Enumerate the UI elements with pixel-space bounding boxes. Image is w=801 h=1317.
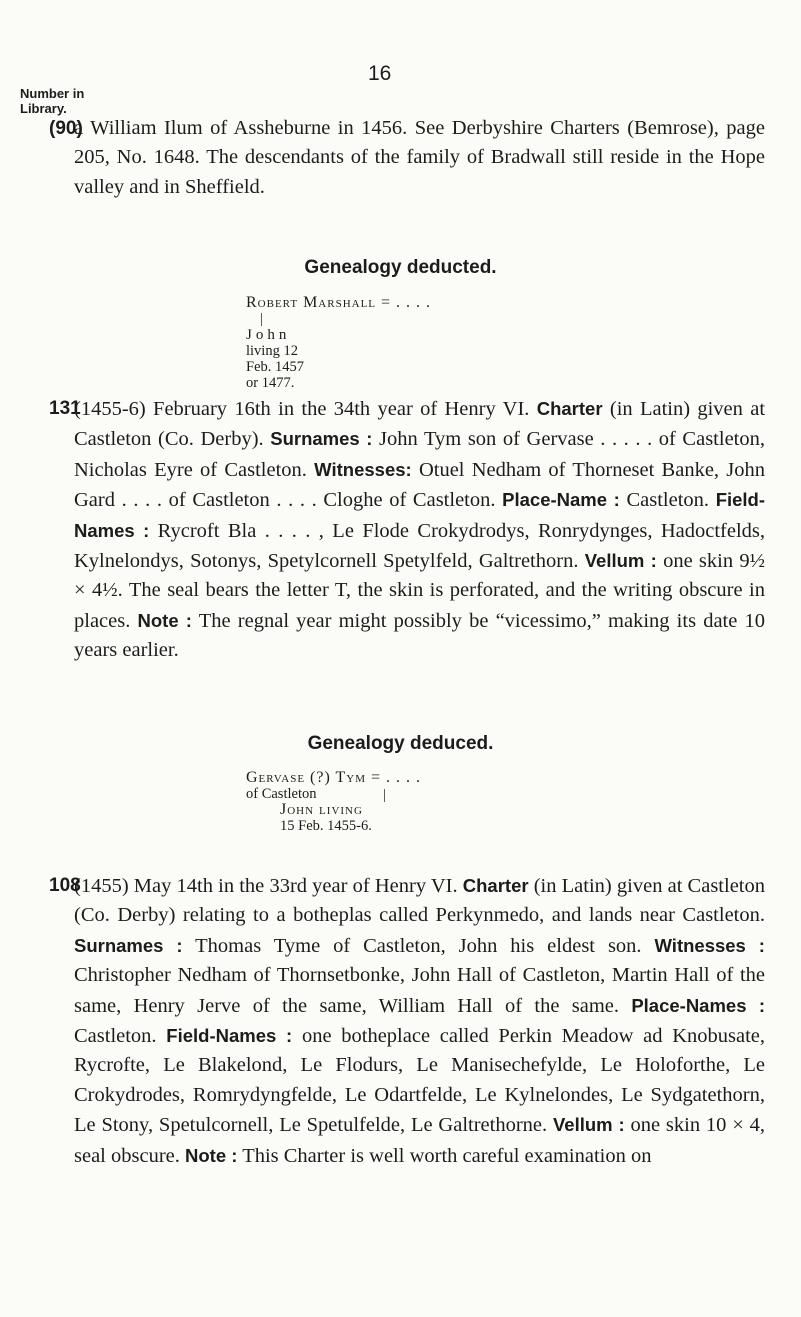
witnesses-text: Christopher Nedham of Thornsetbonke, John Hall of Castleton, Martin Hall of the same, Henry Jerve of the same, William Hall of the same. xyxy=(74,964,765,1017)
genealogy-note-1: living 12 xyxy=(246,343,298,359)
place-names-label: Place-Names : xyxy=(631,994,765,1016)
entry-number: 131 xyxy=(49,398,81,419)
genealogy-title: Genealogy deducted. xyxy=(304,257,497,278)
surnames-text: Thomas Tyme of Castleton, John his eldest son. xyxy=(195,934,642,957)
entry-date: (1455) May 14th in the 33rd year of Henry VI. xyxy=(74,875,458,897)
genealogy-title: Genealogy deduced. xyxy=(307,733,494,754)
place-names-text: Castleton. xyxy=(74,1025,157,1048)
entry-131 xyxy=(49,394,765,666)
genealogy-parent-place: of Castleton xyxy=(246,786,317,802)
witnesses-text: Otuel Nedham of Thorneset Banke, John Gard . . . . of Castleton . . . . Cloghe of Castleton. xyxy=(74,458,766,512)
entry-108 xyxy=(49,871,765,1171)
genealogy-parent: Gervase (?) Tym = . . . . xyxy=(246,769,422,786)
note-label: Note : xyxy=(185,1144,238,1166)
charter-text: (in Latin) given at Castleton (Co. Derby) relating to a botheplas called Perkynmedo, and lands near Castleton. xyxy=(74,875,765,927)
margin-header-line-1: Number in xyxy=(20,86,85,101)
note-label: Note : xyxy=(137,609,192,631)
genealogy-note-2: Feb. 1457 xyxy=(246,359,304,375)
genealogy-descent-line: | xyxy=(260,311,263,327)
place-name-text: Castleton. xyxy=(626,489,710,512)
genealogy-child: John living xyxy=(280,801,363,818)
witnesses-label: Witnesses: xyxy=(314,458,412,480)
place-name-label: Place-Name : xyxy=(502,489,620,511)
entry-date: (1455-6) February 16th in the 34th year of Henry VI. xyxy=(74,398,530,420)
entry-number: 108 xyxy=(49,875,81,896)
vellum-label: Vellum : xyxy=(584,550,657,572)
field-names-label: Field-Names : xyxy=(74,489,766,541)
surnames-label: Surnames : xyxy=(74,934,183,956)
margin-header-line-2: Library. xyxy=(20,101,67,116)
field-names-text: one botheplace called Perkin Meadow ad Knobusate, Rycrofte, Le Blakelond, Le Flodurs, Le Manisechefylde, Le Holoforthe, Le Crokydrodes, Romrydyngfelde, Le Odartfelde, Le Kylnelondes, Le Sydgatethorn, Le Stony, Spetulcornell, Le Spetulfelde, Le Galtrethorne. xyxy=(74,1025,766,1137)
entry-text: a William Ilum of Assheburne in 1456. See Derbyshire Charters (Bemrose), page 205, No. 1648. The descendants of the family of Bradwall still reside in the Hope valley and in Sheffield. xyxy=(74,117,765,198)
margin-header xyxy=(20,86,84,116)
genealogy-note-3: or 1477. xyxy=(246,375,295,391)
note-text: The regnal year might possibly be “vicessimo,” making its date 10 years earlier. xyxy=(74,609,766,662)
field-names-label: Field-Names : xyxy=(166,1025,293,1047)
genealogy-parent: Robert Marshall = . . . . xyxy=(246,294,432,311)
entry-text xyxy=(74,394,765,666)
entry-text xyxy=(74,871,765,1171)
charter-text: (in Latin) given at Castleton (Co. Derby). xyxy=(74,398,766,451)
genealogy-1 xyxy=(246,295,431,391)
vellum-text: one skin 9½ × 4½. The seal bears the letter T, the skin is perforated, and the writing obscure in places. xyxy=(74,550,765,632)
surnames-label: Surnames : xyxy=(270,428,373,450)
vellum-text: one skin 10 × 4, seal obscure. xyxy=(74,1114,766,1167)
surnames-text: John Tym son of Gervase . . . . . of Castleton, Nicholas Eyre of Castleton. xyxy=(74,428,765,481)
entry-90 xyxy=(49,114,765,202)
page-number: 16 xyxy=(368,62,392,85)
genealogy-2 xyxy=(246,770,421,834)
charter-label: Charter xyxy=(536,398,603,419)
vellum-label: Vellum : xyxy=(552,1114,625,1136)
entry-number: (90) xyxy=(49,118,83,139)
note-text: This Charter is well worth careful examination on xyxy=(242,1144,652,1167)
genealogy-child: John xyxy=(246,327,291,343)
genealogy-note: 15 Feb. 1455-6. xyxy=(280,818,372,834)
charter-label: Charter xyxy=(462,875,529,896)
genealogy-descent-line: | xyxy=(383,787,386,803)
field-names-text: Rycroft Bla . . . . , Le Flode Crokydrodys, Ronrydynges, Hadoctfelds, Kylnelondys, Sotonys, Spetylcornell Spetylfeld, Galtrethorn. xyxy=(74,519,766,573)
witnesses-label: Witnesses : xyxy=(654,934,765,956)
